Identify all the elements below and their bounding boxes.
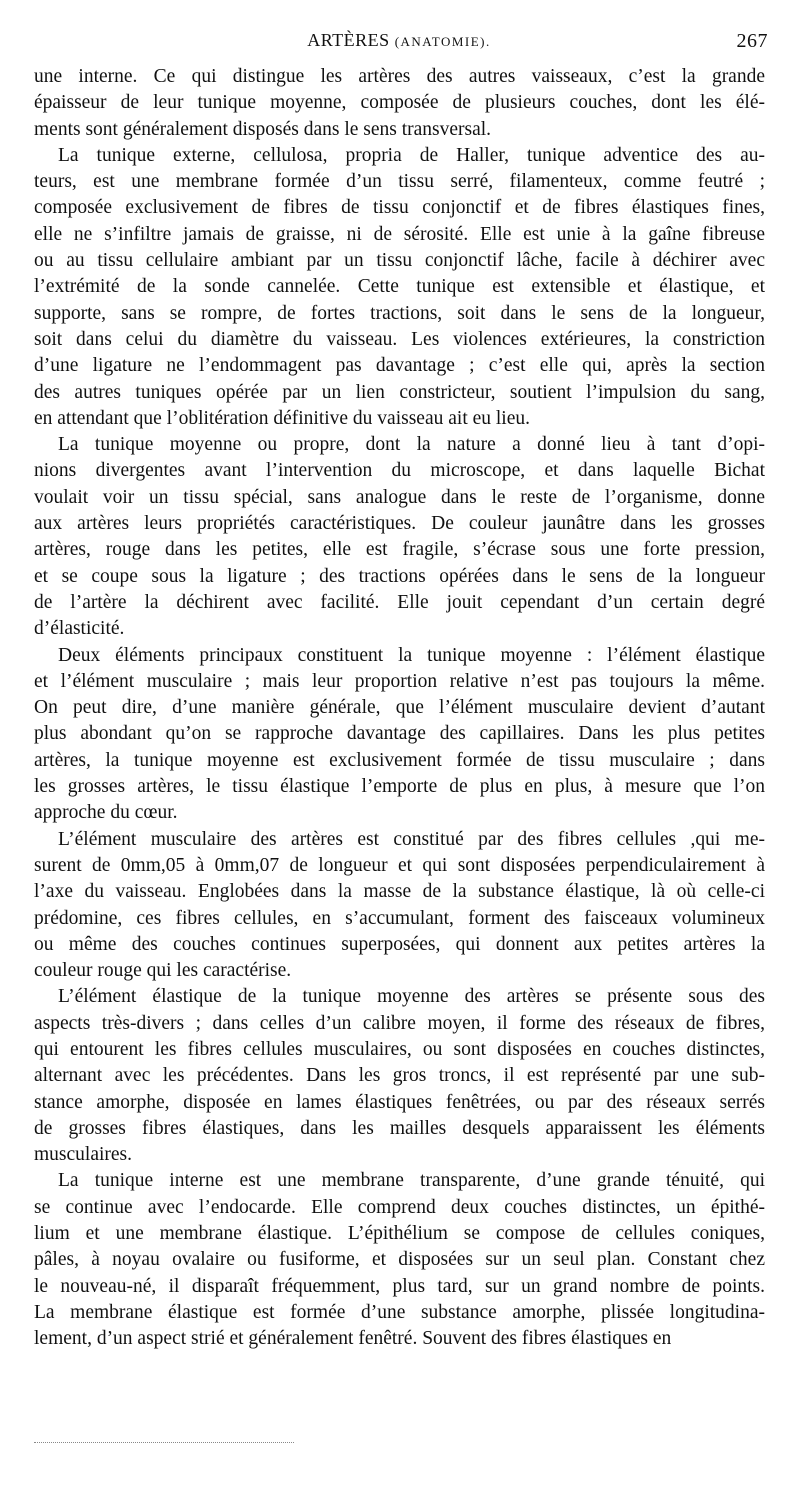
text-line: L’élément élastique de la tunique moyenne des artères se présente sous des [58,986,765,1008]
text-line: couleur rouge qui les caractérise. [34,960,292,982]
text-line: et se coupe sous la ligature ; des tractions opérées dans le sens de la longueur [34,565,765,587]
text-line: le nouveau-né, il disparaît fréquemment, plus tard, sur un grand nombre de points. [34,1275,765,1297]
text-line: qui entourent les fibres cellules musculaires, ou sont disposées en couches distinctes, [34,1038,765,1060]
text-line: La tunique externe, cellulosa, propria de Haller, tunique adventice des au- [58,144,765,166]
text-line: de l’artère la déchirent avec facilité. Elle jouit cependant d’un certain degré [34,591,765,613]
text-line: de grosses fibres élastiques, dans les mailles desquels apparaissent les éléments [34,1117,765,1139]
page-header [30,30,768,60]
text-line: teurs, est une membrane formée d’un tissu serré, filamenteux, comme feutré ; [34,171,765,193]
text-line: nions divergentes avant l’intervention du microscope, et dans laquelle Bichat [34,460,765,482]
text-line: épaisseur de leur tunique moyenne, composée de plusieurs couches, dont les élé- [34,92,765,114]
text-line: des autres tuniques opérée par un lien constricteur, soutient l’impulsion du sang, [34,381,765,403]
text-line: Deux éléments principaux constituent la tunique moyenne : l’élément élastique [58,644,765,666]
text-line: une interne. Ce qui distingue les artères des autres vaisseaux, c’est la grande [34,66,765,87]
text-line: surent de 0mm,05 à 0mm,07 de longueur et qui sont disposées perpendiculairement à [34,854,765,876]
text-line: et l’élément musculaire ; mais leur proportion relative n’est pas toujours la même. [34,670,765,692]
text-line: pâles, à noyau ovalaire ou fusiforme, et disposées sur un seul plan. Constant chez [34,1249,765,1271]
text-line: On peut dire, d’une manière générale, que l’élément musculaire devient d’autant [34,697,765,719]
text-line: La tunique moyenne ou propre, dont la nature a donné lieu à tant d’opi- [58,434,765,456]
text-line: les grosses artères, le tissu élastique l’emporte de plus en plus, à mesure que l’on [34,776,765,798]
text-line: d’une ligature ne l’endommagent pas davantage ; c’est elle qui, après la section [34,355,765,377]
text-line: voulait voir un tissu spécial, sans analogue dans le reste de l’organisme, donne [34,486,765,508]
text-line: musculaires. [34,1144,133,1166]
page-number: 267 [736,30,768,52]
text-line: ments sont généralement disposés dans le sens transversal. [34,118,492,140]
text-line: ou au tissu cellulaire ambiant par un tissu conjonctif lâche, facile à déchirer avec [34,250,765,272]
text-line: artères, la tunique moyenne est exclusivement formée de tissu musculaire ; dans [34,749,765,771]
paragraph [34,984,765,1168]
running-title-main: ARTÈRES [307,30,390,50]
text-line: soit dans celui du diamètre du vaisseau. Les violences extérieures, la constriction [34,328,765,350]
text-line: prédomine, ces fibres cellules, en s’accumulant, forment des faisceaux volumineux [34,907,765,929]
paragraph [34,143,765,432]
text-line: composée exclusivement de fibres de tissu conjonctif et de fibres élastiques fines, [34,197,765,219]
text-line: stance amorphe, disposée en lames élastiques fenêtrées, ou par des réseaux serrés [34,1091,765,1113]
paragraph [34,643,765,827]
text-line: La membrane élastique est formée d’une substance amorphe, plissée longitudina- [34,1301,765,1323]
text-line: approche du cœur. [34,802,178,824]
text-line: alternant avec les précédentes. Dans les gros troncs, il est représenté par une sub- [34,1065,765,1087]
paragraph [34,64,765,143]
text-line: aux artères leurs propriétés caractéristiques. De couleur jaunâtre dans les grosses [34,513,765,535]
text-line: lement, d’un aspect strié et généralement fenêtré. Souvent des fibres élastiques en [34,1328,672,1350]
text-line: supporte, sans se rompre, de fortes tractions, soit dans le sens de la longueur, [34,302,765,324]
body-text [34,64,765,1353]
text-line: d’élasticité. [34,618,125,640]
text-line: L’élément musculaire des artères est constitué par des fibres cellules ,qui me- [58,828,765,850]
paragraph [34,432,765,642]
text-line: lium et une membrane élastique. L’épithélium se compose de cellules coniques, [34,1223,765,1245]
text-line: l’axe du vaisseau. Englobées dans la masse de la substance élastique, là où celle-ci [34,881,765,903]
paragraph [34,827,765,985]
text-line: plus abondant qu’on se rapproche davantage des capillaires. Dans les plus petites [34,723,765,745]
text-line: ou même des couches continues superposées, qui donnent aux petites artères la [34,933,765,955]
text-line: en attendant que l’oblitération définitive du vaisseau ait eu lieu. [34,407,531,429]
text-line: aspects très-divers ; dans celles d’un calibre moyen, il forme des réseaux de fibres, [34,1012,765,1034]
footer-printer-marks [34,1442,294,1449]
running-title [30,30,768,51]
text-line: La tunique interne est une membrane transparente, d’une grande ténuité, qui [58,1170,765,1192]
paragraph [34,1168,765,1352]
text-line: artères, rouge dans les petites, elle est fragile, s’écrase sous une forte pression, [34,539,765,561]
running-title-sub: (ANATOMIE). [394,34,491,49]
text-line: se continue avec l’endocarde. Elle comprend deux couches distinctes, un épithé- [34,1196,765,1218]
text-line: elle ne s’infiltre jamais de graisse, ni de sérosité. Elle est unie à la gaîne fibreuse [34,223,765,245]
text-line: l’extrémité de la sonde cannelée. Cette tunique est extensible et élastique, et [34,276,765,298]
